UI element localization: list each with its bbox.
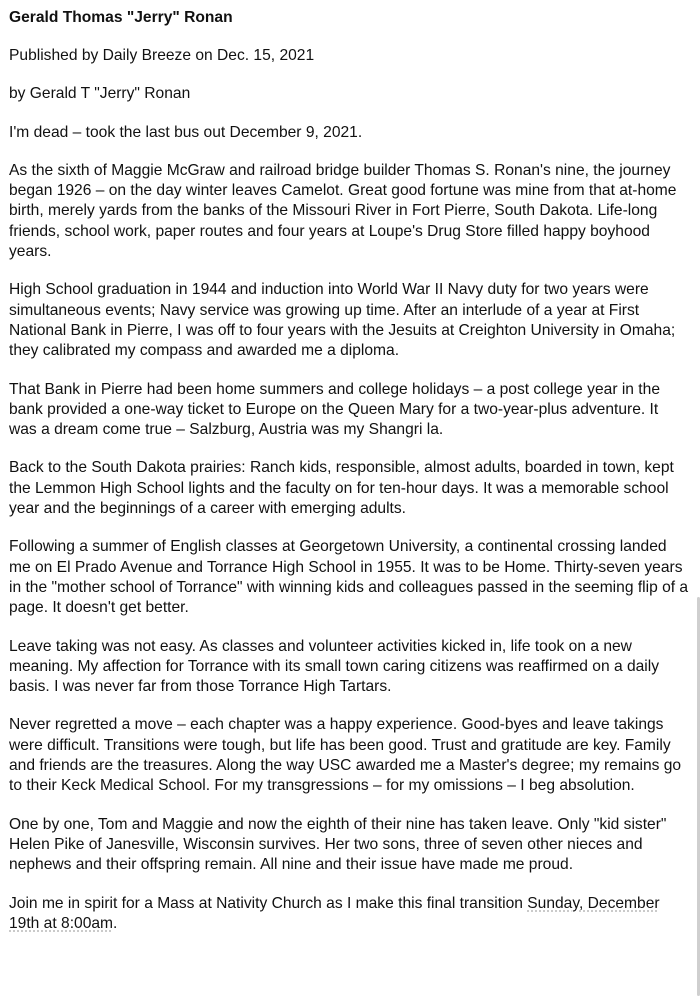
- byline: by Gerald T "Jerry" Ronan: [9, 85, 191, 103]
- article-title: Gerald Thomas "Jerry" Ronan: [9, 9, 233, 26]
- paragraph-7: Leave taking was not easy. As classes and volunteer activities kicked in, life took on a new meaning. My affection for Torrance with its small town caring citizens was reaffirmed on a daily basis. I was never far from those Torrance High Tartars.: [9, 637, 660, 696]
- paragraph-4: That Bank in Pierre had been home summers and college holidays – a post college year in the bank provided a one-way ticket to Europe on the Queen Mary for a two-year-plus adventure. It was a dream come true – Salzburg, Austria was my Shangri la.: [9, 380, 660, 439]
- paragraph-2: As the sixth of Maggie McGraw and railroad bridge builder Thomas S. Ronan's nine, the journey began 1926 – on the day winter leaves Camelot. Great good fortune was mine from that at-home birth, merely yards from the banks of the Missouri River in Fort Pierre, South Dakota. Life-long friends, school work, paper routes and four years at Loupe's Drug Store filled happy boyhood years.: [9, 161, 677, 261]
- closing-text: Join me in spirit for a Mass at Nativity Church as I make this final transition: [9, 894, 528, 912]
- closing-end: .: [113, 914, 118, 932]
- service-date-link[interactable]: Sunday, December 19th at 8:00am: [9, 894, 660, 932]
- paragraph-5: Back to the South Dakota prairies: Ranch kids, responsible, almost adults, boarded in town, kept the Lemmon High School lights and the faculty on for ten-hour days. It was a memorable school year and the beginnings of a career with emerging adults.: [9, 459, 674, 518]
- published-line: Published by Daily Breeze on Dec. 15, 2021: [9, 47, 315, 64]
- paragraph-9: One by one, Tom and Maggie and now the eighth of their nine has taken leave. Only "kid sister" Helen Pike of Janesville, Wisconsin survives. Her two sons, three of seven other nieces and nephews and their offspring remain. All nine and their issue have made me proud.: [9, 815, 667, 874]
- closing-paragraph: [9, 894, 690, 935]
- paragraph-6: Following a summer of English classes at Georgetown University, a continental crossing landed me on El Prado Avenue and Torrance High School in 1955. It was to be Home. Thirty-seven years in the "mother school of Torrance" with winning kids and colleagues passed in the seeming flip of a page. It doesn't get better.: [9, 538, 689, 617]
- paragraph-8: Never regretted a move – each chapter was a happy experience. Good-byes and leave takings were difficult. Transitions were tough, but life has been good. Trust and gratitude are key. Family and friends are the treasures. Along the way USC awarded me a Master's degree; my remains go to their Keck Medical School. For my transgressions – for my omissions – I beg absolution.: [9, 716, 682, 795]
- paragraph-3: High School graduation in 1944 and induction into World War II Navy duty for two years were simultaneous events; Navy service was growing up time. After an interlude of a year at First National Bank in Pierre, I was off to four years with the Jesuits at Creighton University in Omaha; they calibrated my compass and awarded me a diploma.: [9, 281, 676, 360]
- paragraph-1: I'm dead – took the last bus out December 9, 2021.: [9, 123, 363, 141]
- obituary-article: [9, 0, 690, 934]
